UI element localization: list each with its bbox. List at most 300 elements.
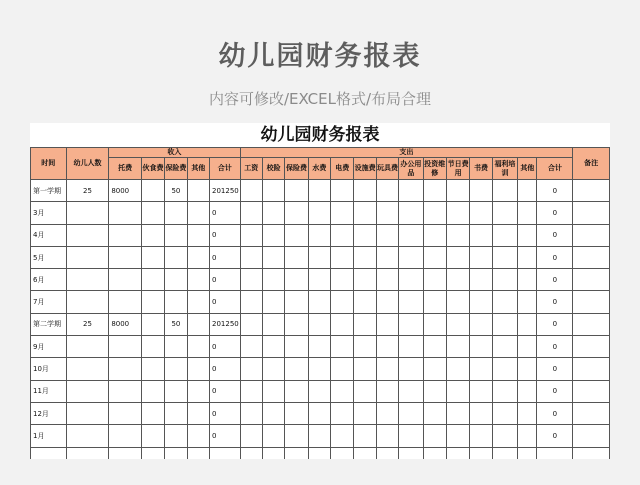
- cell-tuition[interactable]: [109, 202, 142, 224]
- cell-other[interactable]: [187, 380, 209, 402]
- cell-insurance[interactable]: [165, 224, 187, 246]
- cell-expense[interactable]: [262, 447, 284, 459]
- cell-expense[interactable]: [518, 358, 537, 380]
- cell-tuition[interactable]: [109, 246, 142, 268]
- cell-expense[interactable]: [399, 313, 423, 335]
- cell-expense-total[interactable]: 0: [537, 269, 573, 291]
- cell-expense[interactable]: [518, 425, 537, 447]
- cell-expense[interactable]: [492, 269, 517, 291]
- sheet-title: 幼儿园财务报表: [260, 125, 380, 145]
- cell-expense[interactable]: [240, 291, 262, 313]
- cell-income-total[interactable]: 0: [210, 380, 241, 402]
- cell-expense[interactable]: [376, 313, 398, 335]
- cell-expense[interactable]: [308, 425, 330, 447]
- cell-expense[interactable]: [399, 402, 423, 424]
- cell-expense[interactable]: [331, 380, 354, 402]
- header-expense-col: 工资: [240, 158, 262, 180]
- finance-table: [30, 147, 610, 459]
- cell-expense[interactable]: [308, 202, 330, 224]
- cell-income-total[interactable]: 0: [210, 425, 241, 447]
- cell-food[interactable]: [141, 380, 164, 402]
- cell-children[interactable]: [66, 224, 109, 246]
- cell-expense[interactable]: [518, 380, 537, 402]
- cell-expense[interactable]: [285, 313, 308, 335]
- cell-expense[interactable]: [331, 291, 354, 313]
- cell-food[interactable]: [141, 202, 164, 224]
- cell-expense-total[interactable]: 0: [537, 202, 573, 224]
- cell-expense[interactable]: [399, 180, 423, 202]
- cell-expense[interactable]: [470, 358, 492, 380]
- cell-expense[interactable]: [423, 402, 446, 424]
- cell-tuition[interactable]: [109, 336, 142, 358]
- cell-expense[interactable]: [376, 402, 398, 424]
- cell-time[interactable]: 12月: [31, 402, 67, 424]
- cell-expense[interactable]: [492, 358, 517, 380]
- cell-expense[interactable]: [262, 291, 284, 313]
- cell-expense[interactable]: [354, 336, 376, 358]
- cell-insurance[interactable]: [165, 246, 187, 268]
- cell-expense[interactable]: [446, 202, 469, 224]
- cell-tuition[interactable]: [109, 224, 142, 246]
- cell-expense[interactable]: [492, 336, 517, 358]
- cell-expense[interactable]: [285, 224, 308, 246]
- cell-tuition[interactable]: [109, 269, 142, 291]
- cell-remarks[interactable]: [573, 358, 610, 380]
- cell-insurance[interactable]: 50: [165, 313, 187, 335]
- cell-food[interactable]: [141, 336, 164, 358]
- cell-expense[interactable]: [470, 447, 492, 459]
- cell-time[interactable]: 第二学期: [31, 313, 67, 335]
- cell-expense[interactable]: [376, 269, 398, 291]
- cell-children[interactable]: [66, 291, 109, 313]
- cell-time[interactable]: 7月: [31, 291, 67, 313]
- header-expense-col: 福利培训: [492, 158, 517, 180]
- cell-expense[interactable]: [423, 447, 446, 459]
- cell-expense[interactable]: [423, 202, 446, 224]
- cell-expense[interactable]: [423, 313, 446, 335]
- cell-expense[interactable]: [331, 224, 354, 246]
- cell-expense[interactable]: [308, 269, 330, 291]
- cell-other[interactable]: [187, 425, 209, 447]
- cell-expense[interactable]: [492, 425, 517, 447]
- cell-expense[interactable]: [446, 180, 469, 202]
- cell-expense[interactable]: [470, 269, 492, 291]
- cell-expense[interactable]: [470, 313, 492, 335]
- cell-expense[interactable]: [308, 380, 330, 402]
- cell-other[interactable]: [187, 358, 209, 380]
- cell-expense[interactable]: [423, 246, 446, 268]
- cell-children[interactable]: [66, 447, 109, 459]
- cell-expense[interactable]: [240, 180, 262, 202]
- cell-income-total[interactable]: [210, 447, 241, 459]
- cell-expense[interactable]: [518, 202, 537, 224]
- cell-expense[interactable]: [354, 291, 376, 313]
- cell-expense[interactable]: [354, 358, 376, 380]
- cell-tuition[interactable]: [109, 425, 142, 447]
- cell-expense[interactable]: [331, 313, 354, 335]
- cell-other[interactable]: [187, 180, 209, 202]
- header-expense-col: 节日费用: [446, 158, 469, 180]
- cell-expense[interactable]: [446, 291, 469, 313]
- cell-expense[interactable]: [376, 380, 398, 402]
- cell-tuition[interactable]: [109, 358, 142, 380]
- cell-expense[interactable]: [354, 246, 376, 268]
- cell-children[interactable]: [66, 380, 109, 402]
- cell-expense[interactable]: [331, 246, 354, 268]
- cell-expense[interactable]: [470, 380, 492, 402]
- cell-insurance[interactable]: 50: [165, 180, 187, 202]
- cell-expense[interactable]: [308, 336, 330, 358]
- page-title: 幼儿园财务报表: [218, 41, 422, 72]
- cell-expense[interactable]: [492, 402, 517, 424]
- cell-expense[interactable]: [262, 380, 284, 402]
- cell-remarks[interactable]: [573, 380, 610, 402]
- cell-children[interactable]: 25: [66, 313, 109, 335]
- cell-expense-total[interactable]: 0: [537, 380, 573, 402]
- header-expense-col: 书费: [470, 158, 492, 180]
- cell-expense[interactable]: [354, 402, 376, 424]
- cell-income-total[interactable]: 0: [210, 358, 241, 380]
- cell-expense[interactable]: [285, 380, 308, 402]
- cell-time[interactable]: 4月: [31, 224, 67, 246]
- cell-tuition[interactable]: 8000: [109, 313, 142, 335]
- cell-expense[interactable]: [376, 246, 398, 268]
- cell-expense[interactable]: [331, 269, 354, 291]
- cell-expense[interactable]: [470, 202, 492, 224]
- cell-expense[interactable]: [262, 358, 284, 380]
- cell-expense[interactable]: [492, 224, 517, 246]
- cell-expense[interactable]: [470, 291, 492, 313]
- cell-expense[interactable]: [446, 313, 469, 335]
- cell-expense[interactable]: [308, 224, 330, 246]
- cell-other[interactable]: [187, 447, 209, 459]
- cell-expense[interactable]: [262, 224, 284, 246]
- cell-insurance[interactable]: [165, 269, 187, 291]
- cell-expense-total[interactable]: 0: [537, 313, 573, 335]
- cell-expense[interactable]: [446, 358, 469, 380]
- cell-insurance[interactable]: [165, 380, 187, 402]
- header-expense-group: 支出: [240, 148, 573, 158]
- cell-expense[interactable]: [262, 425, 284, 447]
- header-expense-col: 办公用品: [399, 158, 423, 180]
- cell-food[interactable]: [141, 180, 164, 202]
- cell-expense[interactable]: [492, 291, 517, 313]
- cell-remarks[interactable]: [573, 447, 610, 459]
- cell-expense[interactable]: [308, 313, 330, 335]
- cell-remarks[interactable]: [573, 269, 610, 291]
- cell-expense[interactable]: [518, 447, 537, 459]
- cell-expense[interactable]: [354, 425, 376, 447]
- cell-expense[interactable]: [492, 380, 517, 402]
- cell-other[interactable]: [187, 291, 209, 313]
- cell-expense[interactable]: [376, 425, 398, 447]
- table-row: [31, 380, 610, 402]
- cell-income-total[interactable]: 0: [210, 402, 241, 424]
- cell-expense[interactable]: [331, 336, 354, 358]
- cell-expense[interactable]: [285, 358, 308, 380]
- cell-expense[interactable]: [470, 336, 492, 358]
- cell-expense[interactable]: [446, 425, 469, 447]
- cell-expense[interactable]: [376, 180, 398, 202]
- cell-income-total[interactable]: 0: [210, 336, 241, 358]
- cell-expense[interactable]: [262, 180, 284, 202]
- cell-remarks[interactable]: [573, 224, 610, 246]
- cell-expense-total[interactable]: 0: [537, 402, 573, 424]
- cell-expense[interactable]: [262, 313, 284, 335]
- cell-expense[interactable]: [240, 380, 262, 402]
- cell-expense[interactable]: [399, 425, 423, 447]
- cell-expense[interactable]: [423, 291, 446, 313]
- cell-expense[interactable]: [308, 402, 330, 424]
- header-income-col: 伙食费: [141, 158, 164, 180]
- cell-expense[interactable]: [285, 447, 308, 459]
- cell-expense[interactable]: [423, 425, 446, 447]
- cell-tuition[interactable]: [109, 402, 142, 424]
- cell-expense[interactable]: [399, 246, 423, 268]
- cell-expense[interactable]: [399, 380, 423, 402]
- cell-tuition[interactable]: 8000: [109, 180, 142, 202]
- cell-food[interactable]: [141, 447, 164, 459]
- cell-remarks[interactable]: [573, 402, 610, 424]
- cell-expense[interactable]: [262, 269, 284, 291]
- cell-income-total[interactable]: 0: [210, 269, 241, 291]
- cell-children[interactable]: [66, 425, 109, 447]
- cell-other[interactable]: [187, 313, 209, 335]
- cell-expense[interactable]: [354, 224, 376, 246]
- cell-income-total[interactable]: 0: [210, 224, 241, 246]
- cell-expense[interactable]: [240, 402, 262, 424]
- cell-time[interactable]: 5月: [31, 246, 67, 268]
- cell-expense[interactable]: [354, 180, 376, 202]
- cell-tuition[interactable]: [109, 447, 142, 459]
- cell-expense[interactable]: [376, 447, 398, 459]
- cell-expense[interactable]: [354, 269, 376, 291]
- cell-food[interactable]: [141, 313, 164, 335]
- cell-income-total[interactable]: 0: [210, 291, 241, 313]
- cell-income-total[interactable]: 0: [210, 202, 241, 224]
- cell-expense[interactable]: [399, 447, 423, 459]
- cell-remarks[interactable]: [573, 202, 610, 224]
- cell-expense[interactable]: [308, 180, 330, 202]
- cell-expense[interactable]: [331, 447, 354, 459]
- cell-expense[interactable]: [399, 224, 423, 246]
- cell-food[interactable]: [141, 425, 164, 447]
- cell-expense[interactable]: [470, 224, 492, 246]
- cell-expense-total[interactable]: 0: [537, 224, 573, 246]
- cell-expense[interactable]: [492, 246, 517, 268]
- cell-expense[interactable]: [331, 425, 354, 447]
- cell-children[interactable]: [66, 269, 109, 291]
- cell-expense[interactable]: [423, 336, 446, 358]
- cell-other[interactable]: [187, 224, 209, 246]
- cell-expense[interactable]: [285, 402, 308, 424]
- cell-expense[interactable]: [446, 224, 469, 246]
- cell-expense[interactable]: [262, 202, 284, 224]
- cell-remarks[interactable]: [573, 336, 610, 358]
- cell-expense[interactable]: [446, 336, 469, 358]
- cell-food[interactable]: [141, 358, 164, 380]
- cell-expense[interactable]: [240, 246, 262, 268]
- cell-remarks[interactable]: [573, 246, 610, 268]
- cell-insurance[interactable]: [165, 425, 187, 447]
- cell-expense[interactable]: [423, 180, 446, 202]
- cell-food[interactable]: [141, 402, 164, 424]
- cell-time[interactable]: 6月: [31, 269, 67, 291]
- cell-remarks[interactable]: [573, 180, 610, 202]
- cell-other[interactable]: [187, 269, 209, 291]
- cell-income-total[interactable]: 201250: [210, 313, 241, 335]
- cell-expense[interactable]: [518, 246, 537, 268]
- cell-insurance[interactable]: [165, 202, 187, 224]
- table-row: [31, 269, 610, 291]
- cell-expense[interactable]: [518, 269, 537, 291]
- cell-food[interactable]: [141, 291, 164, 313]
- cell-other[interactable]: [187, 336, 209, 358]
- cell-expense[interactable]: [399, 336, 423, 358]
- cell-expense[interactable]: [262, 246, 284, 268]
- cell-remarks[interactable]: [573, 291, 610, 313]
- cell-expense[interactable]: [240, 336, 262, 358]
- cell-time[interactable]: 第一学期: [31, 180, 67, 202]
- cell-other[interactable]: [187, 246, 209, 268]
- cell-expense[interactable]: [262, 402, 284, 424]
- table-row: [31, 224, 610, 246]
- cell-other[interactable]: [187, 402, 209, 424]
- cell-expense[interactable]: [518, 402, 537, 424]
- cell-time[interactable]: 11月: [31, 380, 67, 402]
- cell-expense[interactable]: [376, 358, 398, 380]
- cell-expense[interactable]: [399, 269, 423, 291]
- cell-insurance[interactable]: [165, 402, 187, 424]
- cell-expense[interactable]: [240, 358, 262, 380]
- cell-expense[interactable]: [423, 358, 446, 380]
- cell-children[interactable]: [66, 402, 109, 424]
- cell-expense[interactable]: [446, 380, 469, 402]
- cell-expense[interactable]: [423, 224, 446, 246]
- cell-expense[interactable]: [518, 313, 537, 335]
- cell-expense[interactable]: [492, 313, 517, 335]
- cell-expense[interactable]: [446, 269, 469, 291]
- cell-expense[interactable]: [376, 202, 398, 224]
- cell-expense[interactable]: [492, 180, 517, 202]
- cell-expense[interactable]: [470, 246, 492, 268]
- cell-expense[interactable]: [308, 447, 330, 459]
- cell-time[interactable]: 3月: [31, 202, 67, 224]
- cell-expense[interactable]: [308, 291, 330, 313]
- cell-expense[interactable]: [446, 246, 469, 268]
- cell-income-total[interactable]: 0: [210, 246, 241, 268]
- cell-expense[interactable]: [354, 447, 376, 459]
- cell-expense[interactable]: [446, 447, 469, 459]
- cell-expense[interactable]: [331, 358, 354, 380]
- cell-insurance[interactable]: [165, 336, 187, 358]
- cell-tuition[interactable]: [109, 380, 142, 402]
- cell-expense[interactable]: [240, 269, 262, 291]
- cell-expense[interactable]: [285, 425, 308, 447]
- cell-expense[interactable]: [354, 202, 376, 224]
- cell-expense[interactable]: [285, 202, 308, 224]
- cell-insurance[interactable]: [165, 291, 187, 313]
- cell-expense-total[interactable]: 0: [537, 246, 573, 268]
- cell-expense[interactable]: [470, 425, 492, 447]
- cell-expense[interactable]: [518, 224, 537, 246]
- table-row: [31, 291, 610, 313]
- cell-insurance[interactable]: [165, 447, 187, 459]
- cell-expense[interactable]: [240, 202, 262, 224]
- cell-expense[interactable]: [240, 224, 262, 246]
- cell-expense[interactable]: [354, 380, 376, 402]
- cell-expense[interactable]: [423, 269, 446, 291]
- cell-time[interactable]: 9月: [31, 336, 67, 358]
- cell-children[interactable]: [66, 202, 109, 224]
- cell-children[interactable]: 25: [66, 180, 109, 202]
- cell-expense-total[interactable]: 0: [537, 336, 573, 358]
- cell-insurance[interactable]: [165, 358, 187, 380]
- cell-expense[interactable]: [376, 336, 398, 358]
- cell-income-total[interactable]: 201250: [210, 180, 241, 202]
- cell-tuition[interactable]: [109, 291, 142, 313]
- cell-expense[interactable]: [240, 447, 262, 459]
- cell-expense[interactable]: [518, 336, 537, 358]
- cell-expense[interactable]: [518, 180, 537, 202]
- cell-expense[interactable]: [285, 269, 308, 291]
- cell-expense[interactable]: [262, 336, 284, 358]
- cell-expense[interactable]: [354, 313, 376, 335]
- cell-time[interactable]: 10月: [31, 358, 67, 380]
- cell-expense[interactable]: [308, 358, 330, 380]
- cell-children[interactable]: [66, 358, 109, 380]
- cell-children[interactable]: [66, 336, 109, 358]
- cell-remarks[interactable]: [573, 425, 610, 447]
- cell-expense-total[interactable]: 0: [537, 358, 573, 380]
- cell-expense[interactable]: [399, 202, 423, 224]
- cell-expense[interactable]: [285, 246, 308, 268]
- cell-expense[interactable]: [331, 202, 354, 224]
- cell-expense[interactable]: [308, 246, 330, 268]
- cell-food[interactable]: [141, 269, 164, 291]
- cell-expense-total[interactable]: 0: [537, 425, 573, 447]
- cell-expense[interactable]: [492, 202, 517, 224]
- cell-expense[interactable]: [376, 291, 398, 313]
- cell-expense[interactable]: [331, 180, 354, 202]
- cell-food[interactable]: [141, 224, 164, 246]
- cell-expense[interactable]: [399, 291, 423, 313]
- cell-expense[interactable]: [240, 313, 262, 335]
- cell-expense[interactable]: [446, 402, 469, 424]
- cell-expense[interactable]: [376, 224, 398, 246]
- cell-time[interactable]: 1月: [31, 425, 67, 447]
- cell-expense[interactable]: [423, 380, 446, 402]
- cell-other[interactable]: [187, 202, 209, 224]
- cell-expense[interactable]: [240, 425, 262, 447]
- cell-expense[interactable]: [285, 180, 308, 202]
- cell-time[interactable]: [31, 447, 67, 459]
- cell-expense-total[interactable]: [537, 447, 573, 459]
- cell-expense[interactable]: [285, 336, 308, 358]
- cell-expense-total[interactable]: 0: [537, 180, 573, 202]
- cell-food[interactable]: [141, 246, 164, 268]
- cell-expense[interactable]: [399, 358, 423, 380]
- cell-expense[interactable]: [470, 402, 492, 424]
- cell-expense-total[interactable]: 0: [537, 291, 573, 313]
- cell-remarks[interactable]: [573, 313, 610, 335]
- cell-expense[interactable]: [470, 180, 492, 202]
- cell-expense[interactable]: [518, 291, 537, 313]
- cell-children[interactable]: [66, 246, 109, 268]
- cell-expense[interactable]: [331, 402, 354, 424]
- cell-expense[interactable]: [492, 447, 517, 459]
- cell-expense[interactable]: [285, 291, 308, 313]
